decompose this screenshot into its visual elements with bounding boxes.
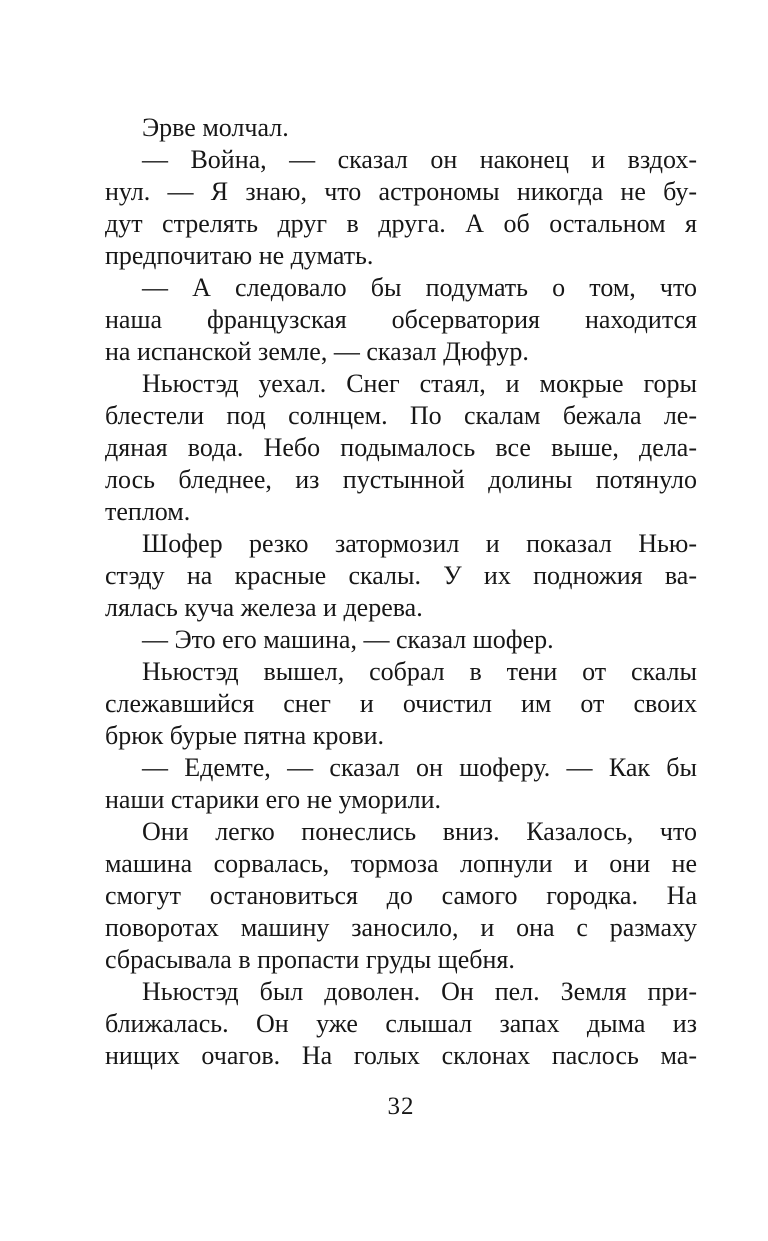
- text-line: Ньюстэд вышел, собрал в тени от скалы: [142, 657, 697, 686]
- paragraph: [105, 624, 697, 656]
- text-line: дут стрелять друг в друга. А об остальном я: [105, 209, 697, 238]
- text-line: нул. — Я знаю, что астрономы никогда не бу-: [105, 177, 697, 206]
- text-line: наши старики его не уморили.: [105, 785, 442, 814]
- text-line: дяная вода. Небо подымалось все выше, дела-: [105, 433, 697, 462]
- text-line: сбрасывала в пропасти груды щебня.: [105, 945, 515, 974]
- paragraph: [105, 368, 697, 528]
- text-line: машина сорвалась, тормоза лопнули и они не: [105, 849, 697, 878]
- paragraph: [105, 752, 697, 816]
- text-line: Ньюстэд уехал. Снег стаял, и мокрые горы: [142, 369, 697, 398]
- text-line: слежавшийся снег и очистил им от своих: [105, 689, 697, 718]
- page-text: [105, 112, 697, 1072]
- text-line: — Едемте, — сказал он шоферу. — Как бы: [142, 753, 697, 782]
- text-line: — А следовало бы подумать о том, что: [142, 273, 697, 302]
- text-line: предпочитаю не думать.: [105, 241, 374, 270]
- text-line: Ньюстэд был доволен. Он пел. Земля при-: [142, 977, 697, 1006]
- text-line: поворотах машину заносило, и она с размаху: [105, 913, 697, 942]
- text-line: ближалась. Он уже слышал запах дыма из: [105, 1009, 697, 1038]
- page-number: 32: [387, 1093, 415, 1120]
- text-line: на испанской земле, — сказал Дюфур.: [105, 337, 529, 366]
- paragraph: [105, 816, 697, 976]
- text-line: блестели под солнцем. По скалам бежала ле-: [105, 401, 697, 430]
- text-line: — Это его машина, — сказал шофер.: [142, 625, 554, 654]
- text-line: лялась куча железа и дерева.: [105, 593, 423, 622]
- text-line: брюк бурые пятна крови.: [105, 721, 385, 750]
- paragraph: [105, 112, 697, 144]
- text-line: теплом.: [105, 497, 191, 526]
- text-line: Шофер резко затормозил и показал Нью-: [142, 529, 697, 558]
- text-line: — Война, — сказал он наконец и вздох-: [142, 145, 697, 174]
- text-line: смогут остановиться до самого городка. На: [105, 881, 697, 910]
- text-line: наша французская обсерватория находится: [105, 305, 697, 334]
- text-line: Они легко понеслись вниз. Казалось, что: [142, 817, 697, 846]
- text-line: нищих очагов. На голых склонах паслось ма-: [105, 1041, 697, 1070]
- paragraph: [105, 144, 697, 272]
- text-line: стэду на красные скалы. У их подножия ва-: [105, 561, 697, 590]
- paragraph: [105, 656, 697, 752]
- text-line: Эрве молчал.: [142, 113, 289, 142]
- paragraph: [105, 528, 697, 624]
- paragraph: [105, 976, 697, 1072]
- text-line: лось бледнее, из пустынной долины потянуло: [105, 465, 697, 494]
- paragraph: [105, 272, 697, 368]
